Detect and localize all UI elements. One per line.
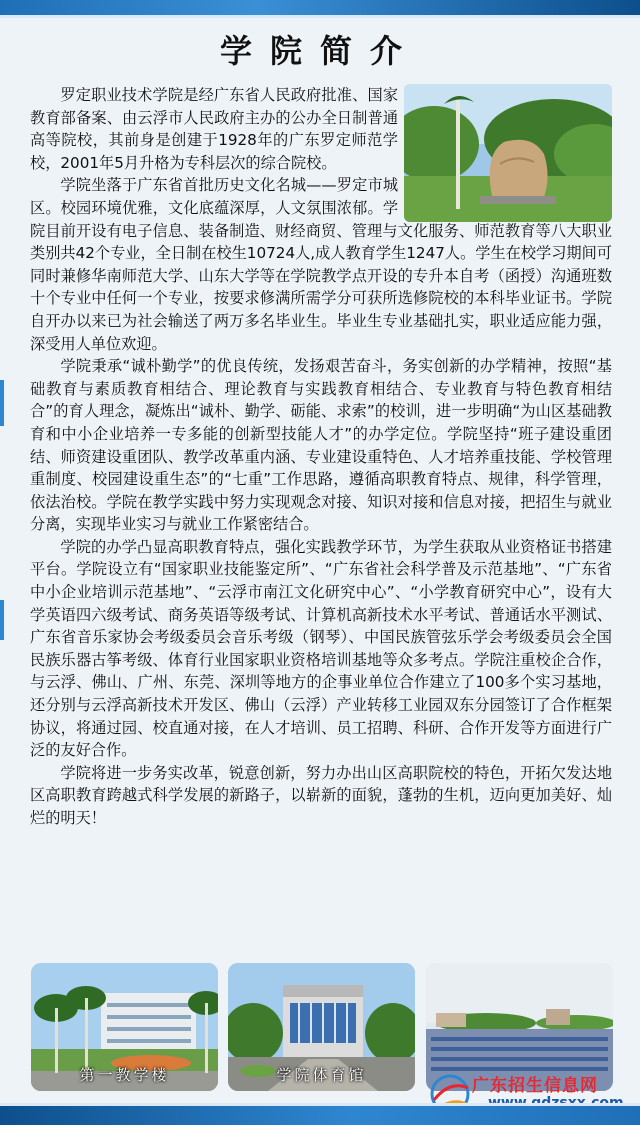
- left-edge-tab: [0, 380, 4, 426]
- page-title: 学院简介: [219, 32, 420, 70]
- paragraph: 学院将进一步务实改革，锐意创新，努力办出山区高职院校的特色，开拓欠发达地区高职教育跨越式科学发展的新路子，以崭新的面貌，蓬勃的生机，迈向更加美好、灿烂的明天！: [30, 763, 612, 827]
- gymnasium-photo: [228, 963, 415, 1091]
- bottom-decorative-band: [0, 1103, 640, 1125]
- teaching-building-photo: [31, 963, 218, 1091]
- watermark-site-name: 广东招生信息网: [472, 1076, 598, 1096]
- paragraph: 罗定职业技术学院是经广东省人民政府批准、国家教育部备案、由云浮市人民政府主办的公办全日制普通高等院校，其前身是创建于1928年的广东罗定师范学校，2001年5月升格为专科层次的综合院校。: [30, 86, 398, 172]
- photo-caption: 第一教学楼: [79, 1066, 170, 1084]
- paragraph: 学院的办学凸显高职教育特点，强化实践教学环节，为学生获取从业资格证书搭建平台。学院设立有“国家职业技能鉴定所”、“广东省社会科学普及示范基地”、“广东省中小企业培训示范基地”、“云浮市南江文化研究中心”、“小学教育研究中心”，设有大学英语四六级考试、商务英语等级考试、计算机高新技术水平考试、普通话水平测试、广东省音乐家协会考级委员会音乐考级（钢琴）、中国民族管弦乐学会考级委员会全国民族乐器古筝考级、体育行业国家职业资格培训基地等众多考点。学院注重校企合作，与云浮、佛山、广州、东莞、深圳等地方的企事业单位合作建立了100多个实习基地，还分别与云浮高新技术开发区、佛山（云浮）产业转移工业园双东分园签订了合作框架协议，将通过园、校直通对接，在人才培训、员工招聘、科研、合作开发等方面进行广泛的友好合作。: [30, 537, 612, 760]
- paragraph: 学院坐落于广东省首批历史文化名城——罗定市城区。校园环境优雅，文化底蕴深厚，人文氛围浓郁。学院目前开设有电子信息、装备制造、财经商贸、管理与文化服务、师范教育等八大职业类别共42个专业，全日制在校生10724人,成人教育学生1247人。学生在校学习期间可同时兼修华南师范大学、山东大学等在学院教学点开设的专升本自考（函授）沟通班数十个专业中任何一个专业，按要求修满所需学分可获所选修院校的本科毕业证书。学院自开办以来已为社会输送了两万多名毕业生。毕业生专业基础扎实，职业适应能力强，深受用人单位欢迎。: [30, 176, 612, 353]
- top-decorative-band: [0, 0, 640, 18]
- left-edge-tab: [0, 600, 4, 640]
- photo-spacer: [398, 84, 612, 218]
- photo-caption: 学院体育馆: [276, 1066, 367, 1084]
- introduction-text: [30, 84, 612, 954]
- paragraph: 学院秉承“诚朴勤学”的优良传统，发扬艰苦奋斗，务实创新的办学精神，按照“基础教育与素质教育相结合、理论教育与实践教育相结合、专业教育与特色教育相结合”的育人理念，凝炼出“诚朴、勤学、砺能、求索”的校训，进一步明确“为山区基础教育和中小企业培养一专多能的创新型技能人才”的办学定位。学院坚持“班子建设重团结、师资建设重团队、教学改革重内涵、专业建设重特色、人才培养重技能、学校管理重制度、校园建设重生态”的“七重”工作思路，遵循高职教育特点、规律，科学管理，依法治校。学院在教学实践中努力实现观念对接、知识对接和信息对接，把招生与就业分离，实现毕业实习与就业工作紧密结合。: [30, 357, 612, 534]
